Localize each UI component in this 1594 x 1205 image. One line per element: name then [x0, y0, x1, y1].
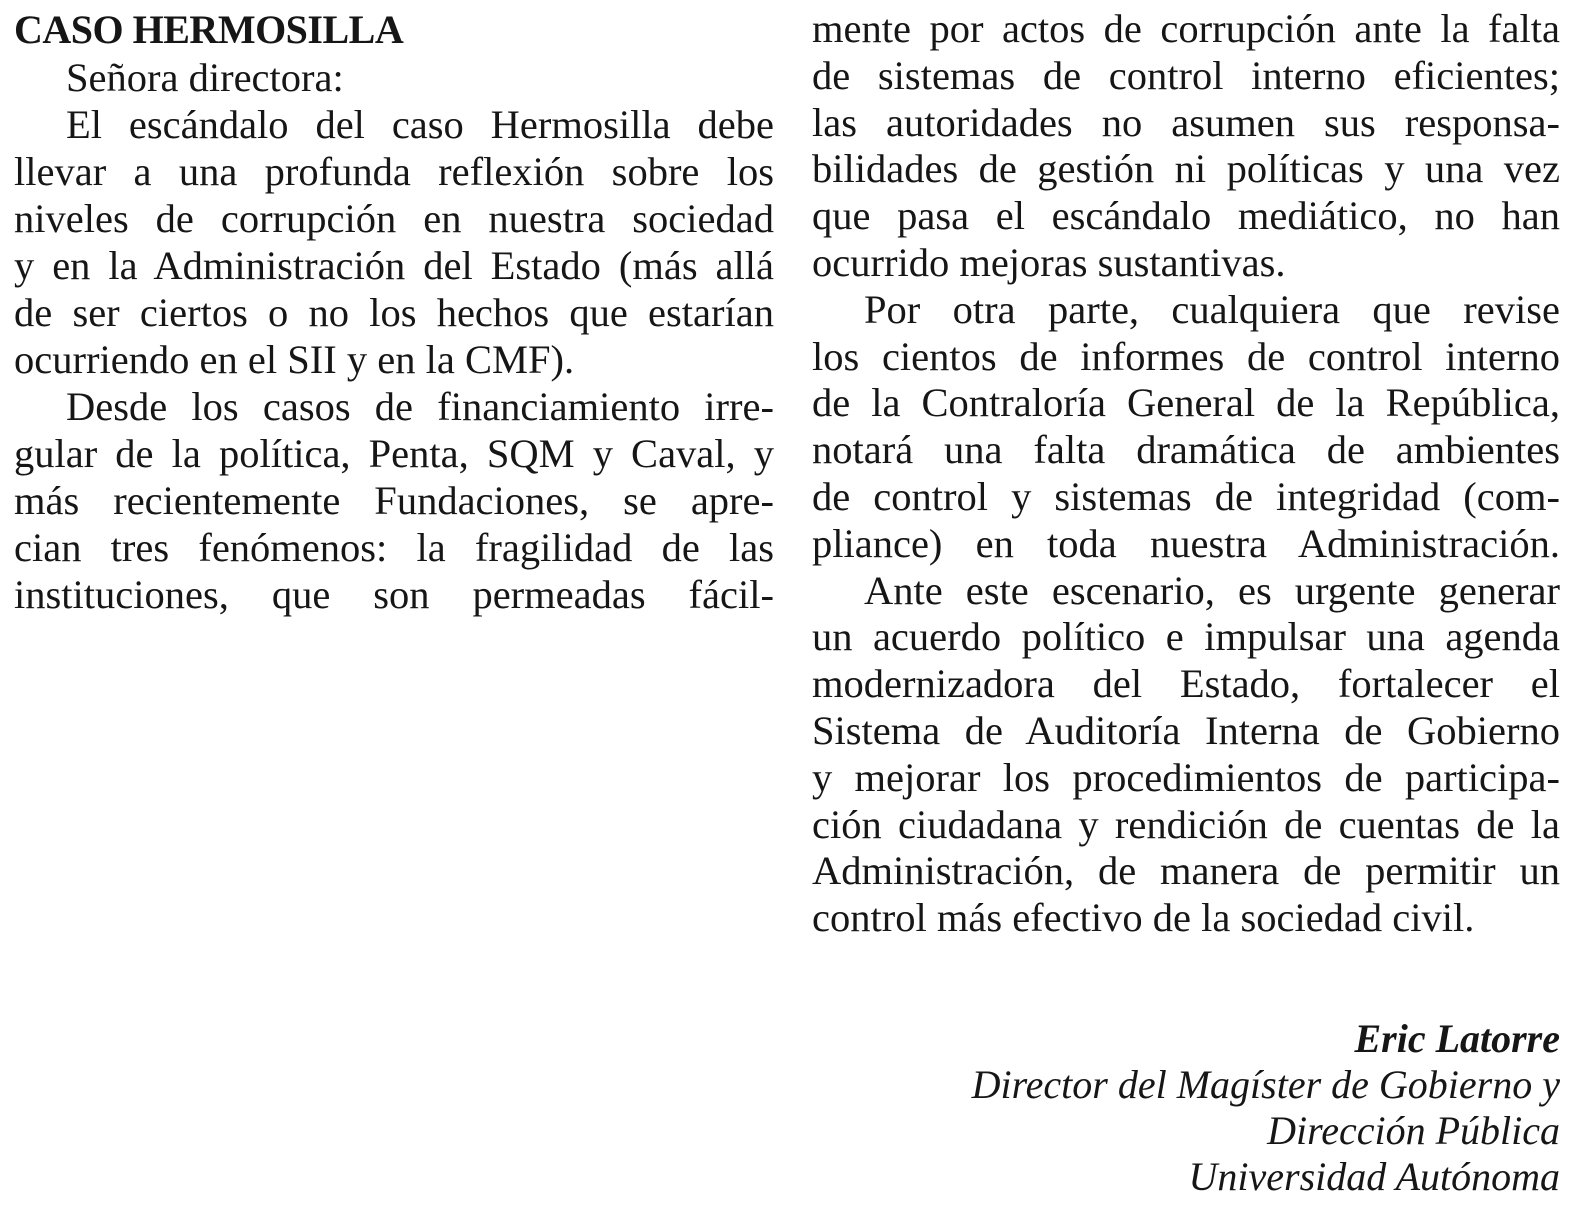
text-line: de sistemas de control interno eficientes; — [812, 52, 1560, 98]
text-line: y mejorar los procedimientos de participa- — [812, 754, 1560, 800]
text-line: notará una falta dramática de ambientes — [812, 427, 1560, 473]
text-line: instituciones, que son permeadas fácil- — [14, 572, 774, 617]
text-line: ocurrido mejoras sustantivas. — [812, 239, 1286, 285]
text-line: control más efectivo de la sociedad civil. — [812, 895, 1475, 941]
text-line: ción ciudadana y rendición de cuentas de la — [812, 801, 1560, 847]
signature-title-line: Universidad Autónoma — [1188, 1154, 1560, 1199]
text-line: más recientemente Fundaciones, se apre- — [14, 478, 774, 523]
right-column-body — [812, 6, 1560, 942]
text-line: ocurriendo en el SII y en la CMF). — [14, 337, 575, 382]
text-line: de control y sistemas de integridad (com- — [812, 473, 1560, 519]
text-line: de ser ciertos o no los hechos que estarían — [14, 290, 774, 335]
text-line: mente por actos de corrupción ante la falta — [812, 6, 1560, 51]
letter-headline: CASO HERMOSILLA — [14, 7, 404, 52]
signature-title-line: Dirección Pública — [1267, 1108, 1560, 1153]
left-column-body — [14, 54, 774, 618]
text-line: Ante este escenario, es urgente generar — [864, 567, 1560, 613]
text-line: modernizadora del Estado, fortalecer el — [812, 661, 1560, 707]
text-line: bilidades de gestión ni políticas y una vez — [812, 146, 1560, 192]
signature-name: Eric Latorre — [1354, 1016, 1560, 1061]
text-line: El escándalo del caso Hermosilla debe — [66, 102, 774, 147]
text-line: y en la Administración del Estado (más allá — [14, 243, 774, 288]
text-line: llevar a una profunda reflexión sobre los — [14, 149, 774, 194]
text-line: que pasa el escándalo mediático, no han — [812, 193, 1560, 239]
text-line: de la Contraloría General de la República, — [812, 380, 1560, 426]
text-line: un acuerdo político e impulsar una agenda — [812, 614, 1560, 660]
signature-title-line: Director del Magíster de Gobierno y — [971, 1062, 1560, 1107]
text-line: gular de la política, Penta, SQM y Caval, y — [14, 431, 774, 476]
text-line: Señora directora: — [66, 55, 344, 100]
text-line: Por otra parte, cualquiera que revise — [864, 286, 1560, 332]
signature-block — [972, 1016, 1560, 1200]
text-line: Sistema de Auditoría Interna de Gobierno — [812, 707, 1560, 753]
text-line: pliance) en toda nuestra Administración. — [812, 520, 1560, 566]
text-line: los cientos de informes de control interno — [812, 333, 1560, 379]
text-line: las autoridades no asumen sus responsa- — [812, 99, 1560, 145]
text-line: niveles de corrupción en nuestra sociedad — [14, 196, 774, 241]
right-column — [812, 6, 1560, 942]
left-column — [14, 6, 774, 618]
text-line: cian tres fenómenos: la fragilidad de las — [14, 525, 774, 570]
text-line: Desde los casos de financiamiento irre- — [66, 384, 774, 429]
text-line: Administración, de manera de permitir un — [812, 848, 1560, 894]
